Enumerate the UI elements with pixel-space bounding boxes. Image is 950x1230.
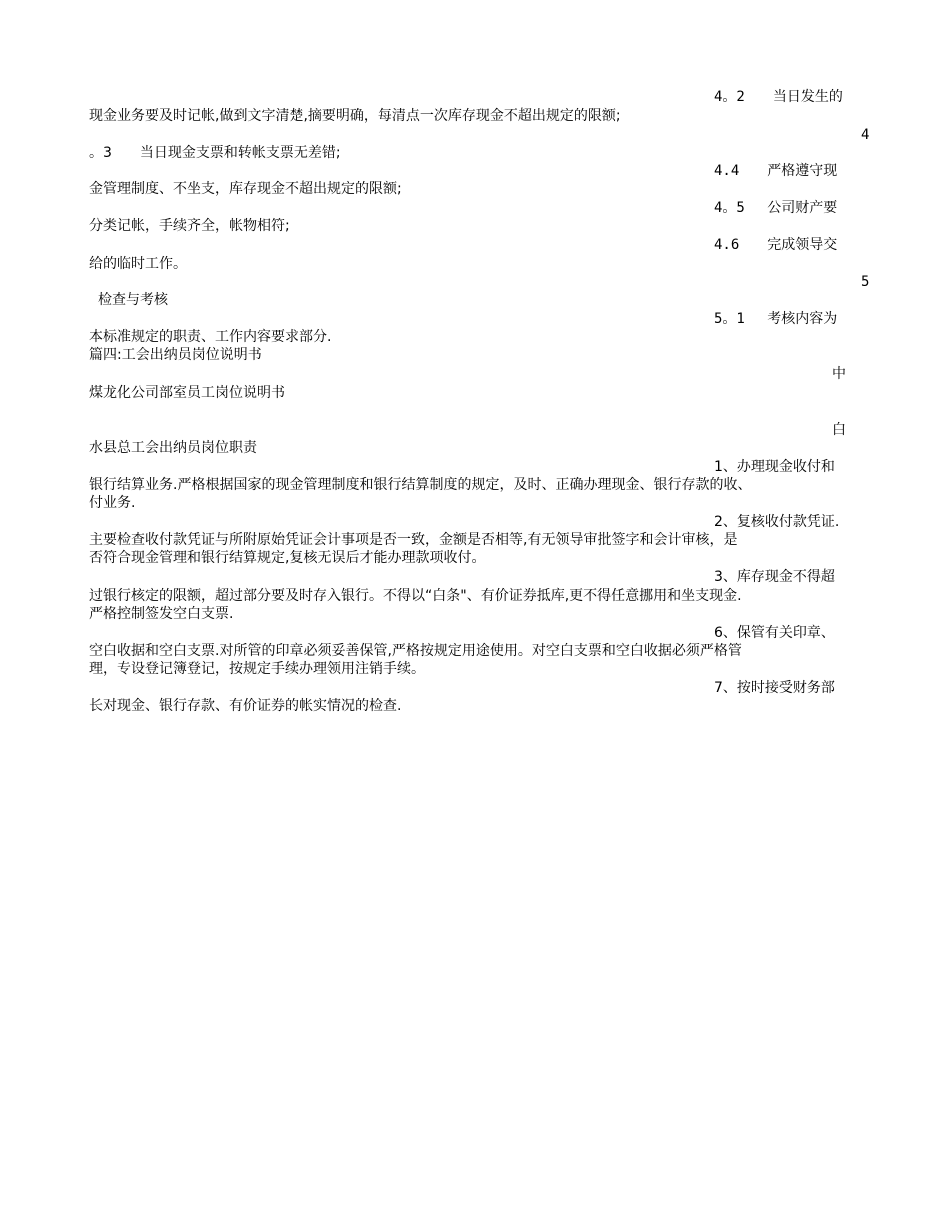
- text-line: 2、复核收付款凭证.: [714, 514, 840, 530]
- text-line: 银行结算业务.严格根据国家的现金管理制度和银行结算制度的规定，及时、正确办理现金、银行存款的收、: [89, 477, 752, 493]
- text-line: 空白收据和空白支票.对所管的印章必须妥善保管,严格按规定用途使用。对空白支票和空白收据必须严格管: [89, 643, 742, 659]
- text-line: 4.4 严格遵守现: [714, 163, 838, 179]
- text-line: 4。2 当日发生的: [714, 89, 843, 105]
- text-line: 4。5 公司财产要: [714, 200, 838, 216]
- text-line: 水县总工会出纳员岗位职责: [89, 440, 257, 456]
- text-line: 严格控制签发空白支票.: [89, 606, 234, 622]
- text-line: 中: [832, 366, 846, 382]
- text-line: 付业务.: [89, 495, 136, 511]
- text-line: 给的临时工作。: [89, 256, 187, 272]
- text-line: 过银行核定的限额，超过部分要及时存入银行。不得以“白条"、有价证券抵库,更不得任意挪用和坐支现金.: [89, 588, 742, 604]
- text-line: 3、库存现金不得超: [714, 569, 835, 585]
- section-heading: 检查与考核: [98, 292, 168, 308]
- text-line: 5。1 考核内容为: [714, 311, 838, 327]
- text-line: 长对现金、银行存款、有价证券的帐实情况的检查.: [89, 698, 402, 714]
- text-line: 1、办理现金收付和: [714, 459, 835, 475]
- text-line: 现金业务要及时记帐,做到文字清楚,摘要明确，每清点一次库存现金不超出规定的限额;: [89, 108, 621, 124]
- text-line: 理，专设登记簿登记，按规定手续办理领用注销手续。: [89, 661, 425, 677]
- text-line: 主要检查收付款凭证与所附原始凭证会计事项是否一致，金额是否相等,有无领导审批签字和会计审核，是: [89, 532, 738, 548]
- text-line: 4: [861, 127, 870, 143]
- text-line: 4.6 完成领导交: [714, 237, 838, 253]
- text-line: 。3 当日现金支票和转帐支票无差错;: [89, 145, 341, 161]
- text-line: 否符合现金管理和银行结算规定,复核无误后才能办理款项收付。: [89, 550, 486, 566]
- text-line: 白: [832, 422, 846, 438]
- text-line: 6、保管有关印章、: [714, 625, 835, 641]
- text-line: 5: [861, 274, 870, 290]
- text-line: 本标准规定的职责、工作内容要求部分.: [89, 329, 332, 345]
- text-line: 分类记帐，手续齐全，帐物相符;: [89, 218, 290, 234]
- text-line: 7、按时接受财务部: [714, 680, 835, 696]
- article-title: 篇四:工会出纳员岗位说明书: [89, 347, 262, 363]
- text-line: 金管理制度、不坐支，库存现金不超出规定的限额;: [89, 181, 402, 197]
- text-line: 煤龙化公司部室员工岗位说明书: [89, 385, 285, 401]
